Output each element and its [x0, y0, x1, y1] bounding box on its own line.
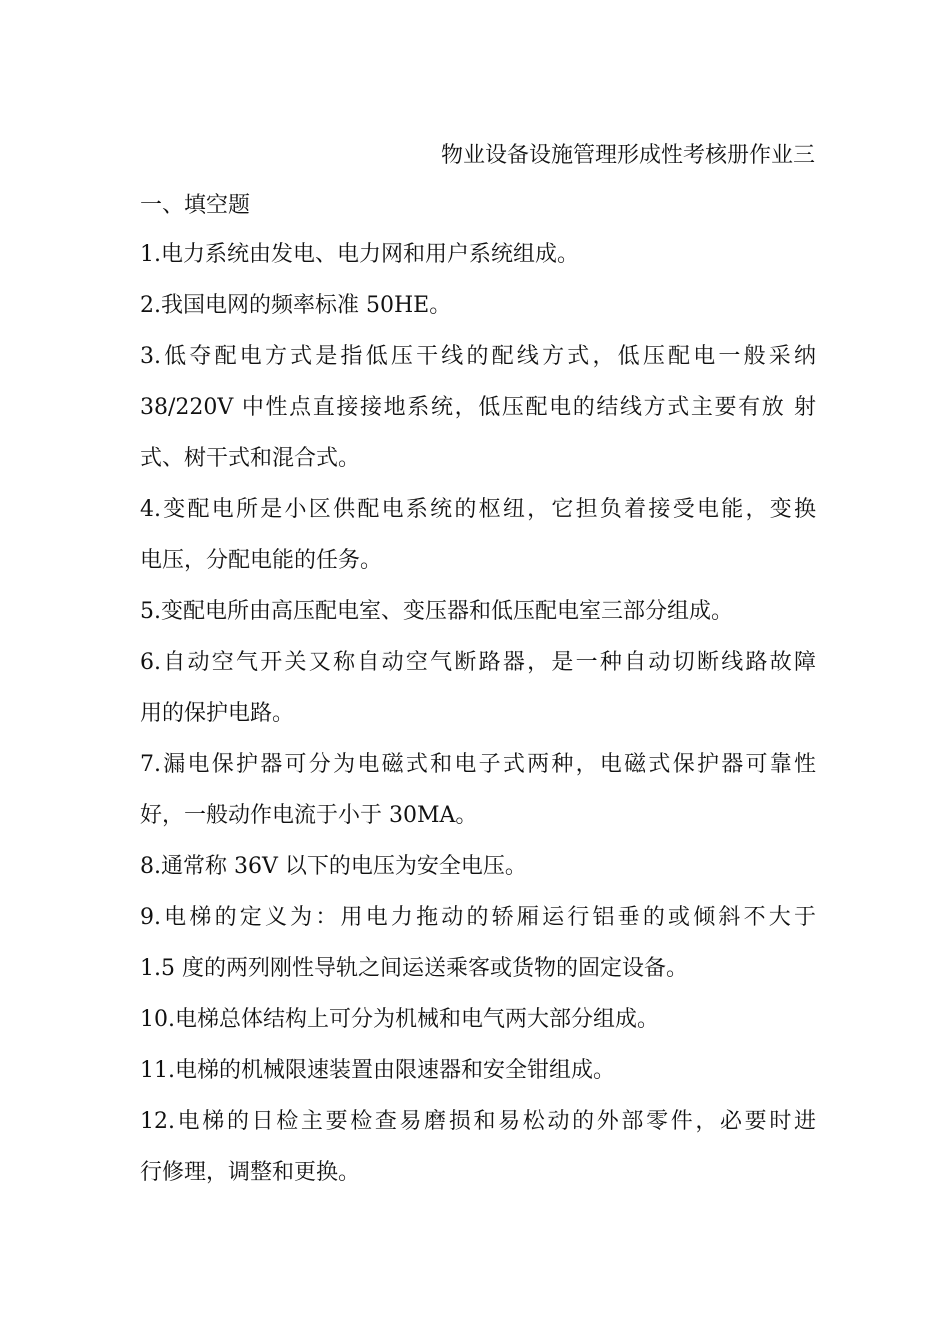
- item-text-line: 4.变配电所是小区供配电系统的枢纽，它担负着接受电能，变换: [140, 497, 816, 522]
- list-item: [140, 903, 816, 1005]
- fill-in-blank-list: [140, 240, 816, 1209]
- item-text-line: 行修理，调整和更换。: [140, 1160, 361, 1185]
- item-text-line: 3.低夺配电方式是指低压干线的配线方式，低压配电一般采纳: [140, 344, 816, 369]
- item-text-line: 9.电梯的定义为：用电力拖动的轿厢运行铝垂的或倾斜不大于: [140, 905, 816, 930]
- item-text-line: 11.电梯的机械限速装置由限速器和安全钳组成。: [140, 1058, 615, 1083]
- list-item: [140, 1005, 816, 1056]
- item-text-line: 12.电梯的日检主要检查易磨损和易松动的外部零件，必要时进: [140, 1109, 816, 1134]
- list-item: [140, 648, 816, 750]
- list-item: [140, 750, 816, 852]
- item-text-line: 2.我国电网的频率标准 50HE。: [140, 293, 452, 318]
- list-item: [140, 597, 816, 648]
- section-heading: 一、填空题: [140, 193, 251, 218]
- item-text-line: 6.自动空气开关又称自动空气断路器，是一种自动切断线路故障: [140, 650, 816, 675]
- item-text-line: 8.通常称 36V 以下的电压为安全电压。: [140, 854, 527, 879]
- item-text-line: 式、树干式和混合式。: [140, 446, 361, 471]
- list-item: [140, 291, 816, 342]
- list-item: [140, 342, 816, 495]
- item-text-line: 好，一般动作电流于小于 30MA。: [140, 803, 478, 828]
- list-item: [140, 240, 816, 291]
- list-item: [140, 495, 816, 597]
- item-text-line: 7.漏电保护器可分为电磁式和电子式两种，电磁式保护器可靠性: [140, 752, 816, 777]
- item-text-line: 1.电力系统由发电、电力网和用户系统组成。: [140, 242, 579, 267]
- list-item: [140, 1107, 816, 1209]
- item-text-line: 用的保护电路。: [140, 701, 295, 726]
- item-text-line: 5.变配电所由高压配电室、变压器和低压配电室三部分组成。: [140, 599, 733, 624]
- document-title: 物业设备设施管理形成性考核册作业三: [440, 143, 815, 168]
- list-item: [140, 852, 816, 903]
- item-text-line: 10.电梯总体结构上可分为机械和电气两大部分组成。: [140, 1007, 659, 1032]
- list-item: [140, 1056, 816, 1107]
- item-text-line: 38/220V 中性点直接接地系统，低压配电的结线方式主要有放 射: [140, 395, 816, 420]
- item-text-line: 电压，分配电能的任务。: [140, 548, 383, 573]
- item-text-line: 1.5 度的两列刚性导轨之间运送乘客或货物的固定设备。: [140, 956, 688, 981]
